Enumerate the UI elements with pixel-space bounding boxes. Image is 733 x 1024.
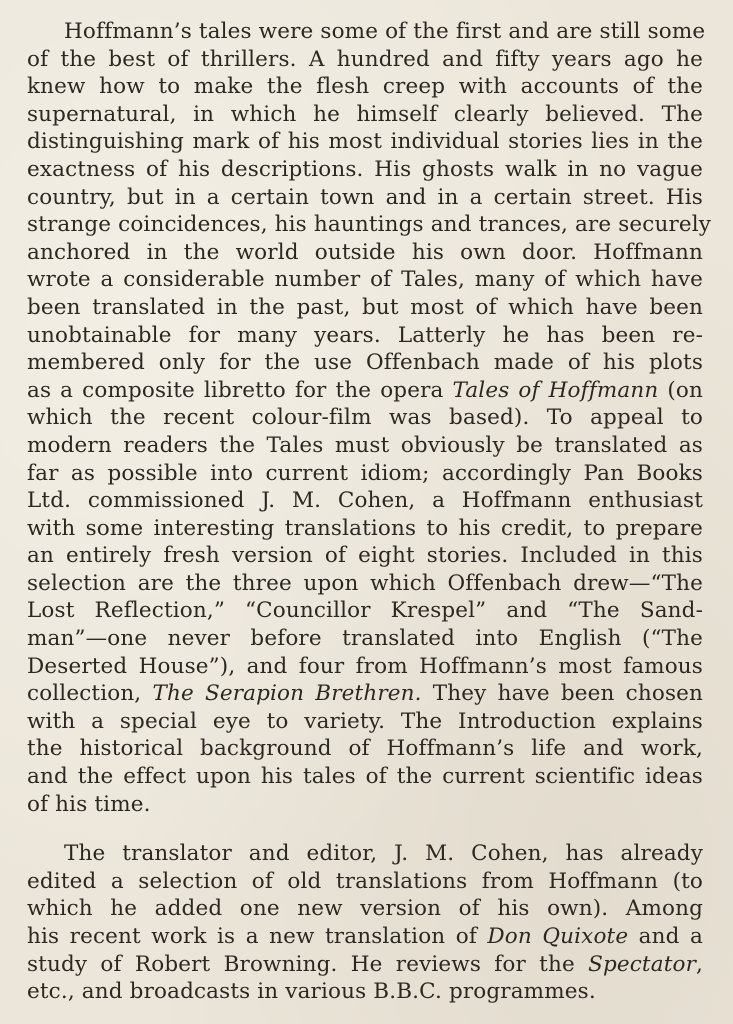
text-segment: with a special eye to variety. The Introduction explains (27, 708, 703, 734)
text-segment: which the recent colour-film was based). To appeal to (27, 405, 703, 431)
text-line (27, 680, 703, 708)
text-segment: anchored in the world outside his own door. Hoffmann (27, 239, 703, 265)
text-segment: as a composite libretto for the opera (27, 377, 453, 403)
text-line (27, 349, 703, 377)
text-segment: study of Robert Browning. He reviews for the (27, 951, 589, 977)
text-segment: been translated in the past, but most of which have been (27, 294, 703, 320)
text-segment: , (696, 951, 703, 977)
paragraph (27, 18, 712, 818)
text-segment: which he added one new version of his own). Among (27, 896, 703, 922)
text-line (27, 128, 703, 156)
text-segment: his recent work is a new translation of (27, 924, 488, 949)
paragraph (27, 840, 703, 1006)
text-segment: membered only for the use Offenbach made of his plots (27, 350, 703, 376)
text-segment: wrote a considerable number of Tales, many of which have (27, 267, 703, 293)
text-segment: the historical background of Hoffmann’s life and work, (27, 736, 703, 762)
text-line (27, 460, 703, 488)
text-segment: far as possible into current idiom; accordingly Pan Books (27, 460, 703, 486)
text-line (27, 597, 703, 625)
text-segment: collection, (27, 681, 153, 707)
text-line (27, 18, 706, 46)
text-line (27, 625, 703, 653)
text-line (27, 570, 703, 598)
text-segment: Lost Reflection,” “Councillor Krespel” and “The Sand- (27, 598, 703, 624)
text-line (27, 763, 703, 791)
text-line (27, 266, 703, 294)
text-segment: of the best of thrillers. A hundred and fifty years ago he (27, 46, 703, 72)
text-line (27, 73, 703, 101)
text-line (27, 156, 703, 184)
text-line (27, 515, 703, 543)
text-line (27, 322, 703, 350)
text-line (27, 951, 703, 979)
text-line (27, 211, 712, 239)
text-segment: distinguishing mark of his most individual stories lies in the (27, 129, 703, 155)
text-segment: strange coincidences, his hauntings and trances, are securely (27, 212, 712, 238)
text-line (27, 101, 703, 129)
text-segment: exactness of his descriptions. His ghosts walk in no vague (27, 156, 703, 182)
text-line (27, 294, 703, 322)
text-line (27, 542, 703, 570)
text-line (27, 184, 703, 212)
italic-title: The Serapion Brethren. (152, 681, 422, 707)
text-segment: country, but in a certain town and in a certain street. His (27, 184, 703, 210)
text-segment: unobtainable for many years. Latterly he has been re- (27, 322, 703, 348)
text-line (27, 735, 703, 763)
text-segment: knew how to make the flesh creep with accounts of the (27, 74, 703, 100)
text-segment: an entirely fresh version of eight stories. Included in this (27, 543, 703, 569)
text-segment: Hoffmann’s tales were some of the first and are still some (64, 19, 706, 44)
text-line (27, 432, 703, 460)
text-line (27, 791, 703, 819)
blurb-text (27, 18, 712, 1006)
text-segment: The translator and editor, J. M. Cohen, has already (64, 841, 703, 867)
text-line (27, 653, 703, 681)
italic-title: Spectator (588, 951, 697, 977)
text-line (27, 923, 703, 951)
text-line (27, 840, 703, 868)
text-segment: (on (658, 377, 703, 403)
text-line (27, 708, 703, 736)
text-line (27, 239, 703, 267)
text-segment: and the effect upon his tales of the current scientific ideas (27, 764, 703, 790)
text-line (27, 404, 703, 432)
text-segment: of his time. (27, 791, 151, 817)
text-line (27, 868, 703, 896)
text-segment: etc., and broadcasts in various B.B.C. programmes. (27, 979, 596, 1005)
text-segment: modern readers the Tales must obviously be translated as (27, 432, 703, 458)
text-segment: Deserted House”), and four from Hoffmann’s most famous (27, 653, 703, 679)
text-segment: selection are the three upon which Offenbach drew—“The (27, 570, 703, 596)
text-line (27, 487, 703, 515)
italic-title: Don Quixote (487, 924, 629, 949)
text-segment: and a (628, 924, 703, 949)
italic-title: Tales of Hoffmann (452, 377, 659, 403)
text-segment: man”—one never before translated into English (“The (27, 626, 703, 652)
text-line (27, 377, 703, 405)
text-segment: edited a selection of old translations from Hoffmann (to (27, 868, 703, 894)
text-line (27, 895, 703, 923)
text-segment: with some interesting translations to his credit, to prepare (27, 515, 703, 541)
text-line (27, 978, 703, 1006)
text-line (27, 46, 703, 74)
text-segment: Ltd. commissioned J. M. Cohen, a Hoffmann enthusiast (27, 488, 703, 514)
text-segment: They have been chosen (421, 681, 704, 707)
text-segment: supernatural, in which he himself clearly believed. The (27, 101, 703, 127)
